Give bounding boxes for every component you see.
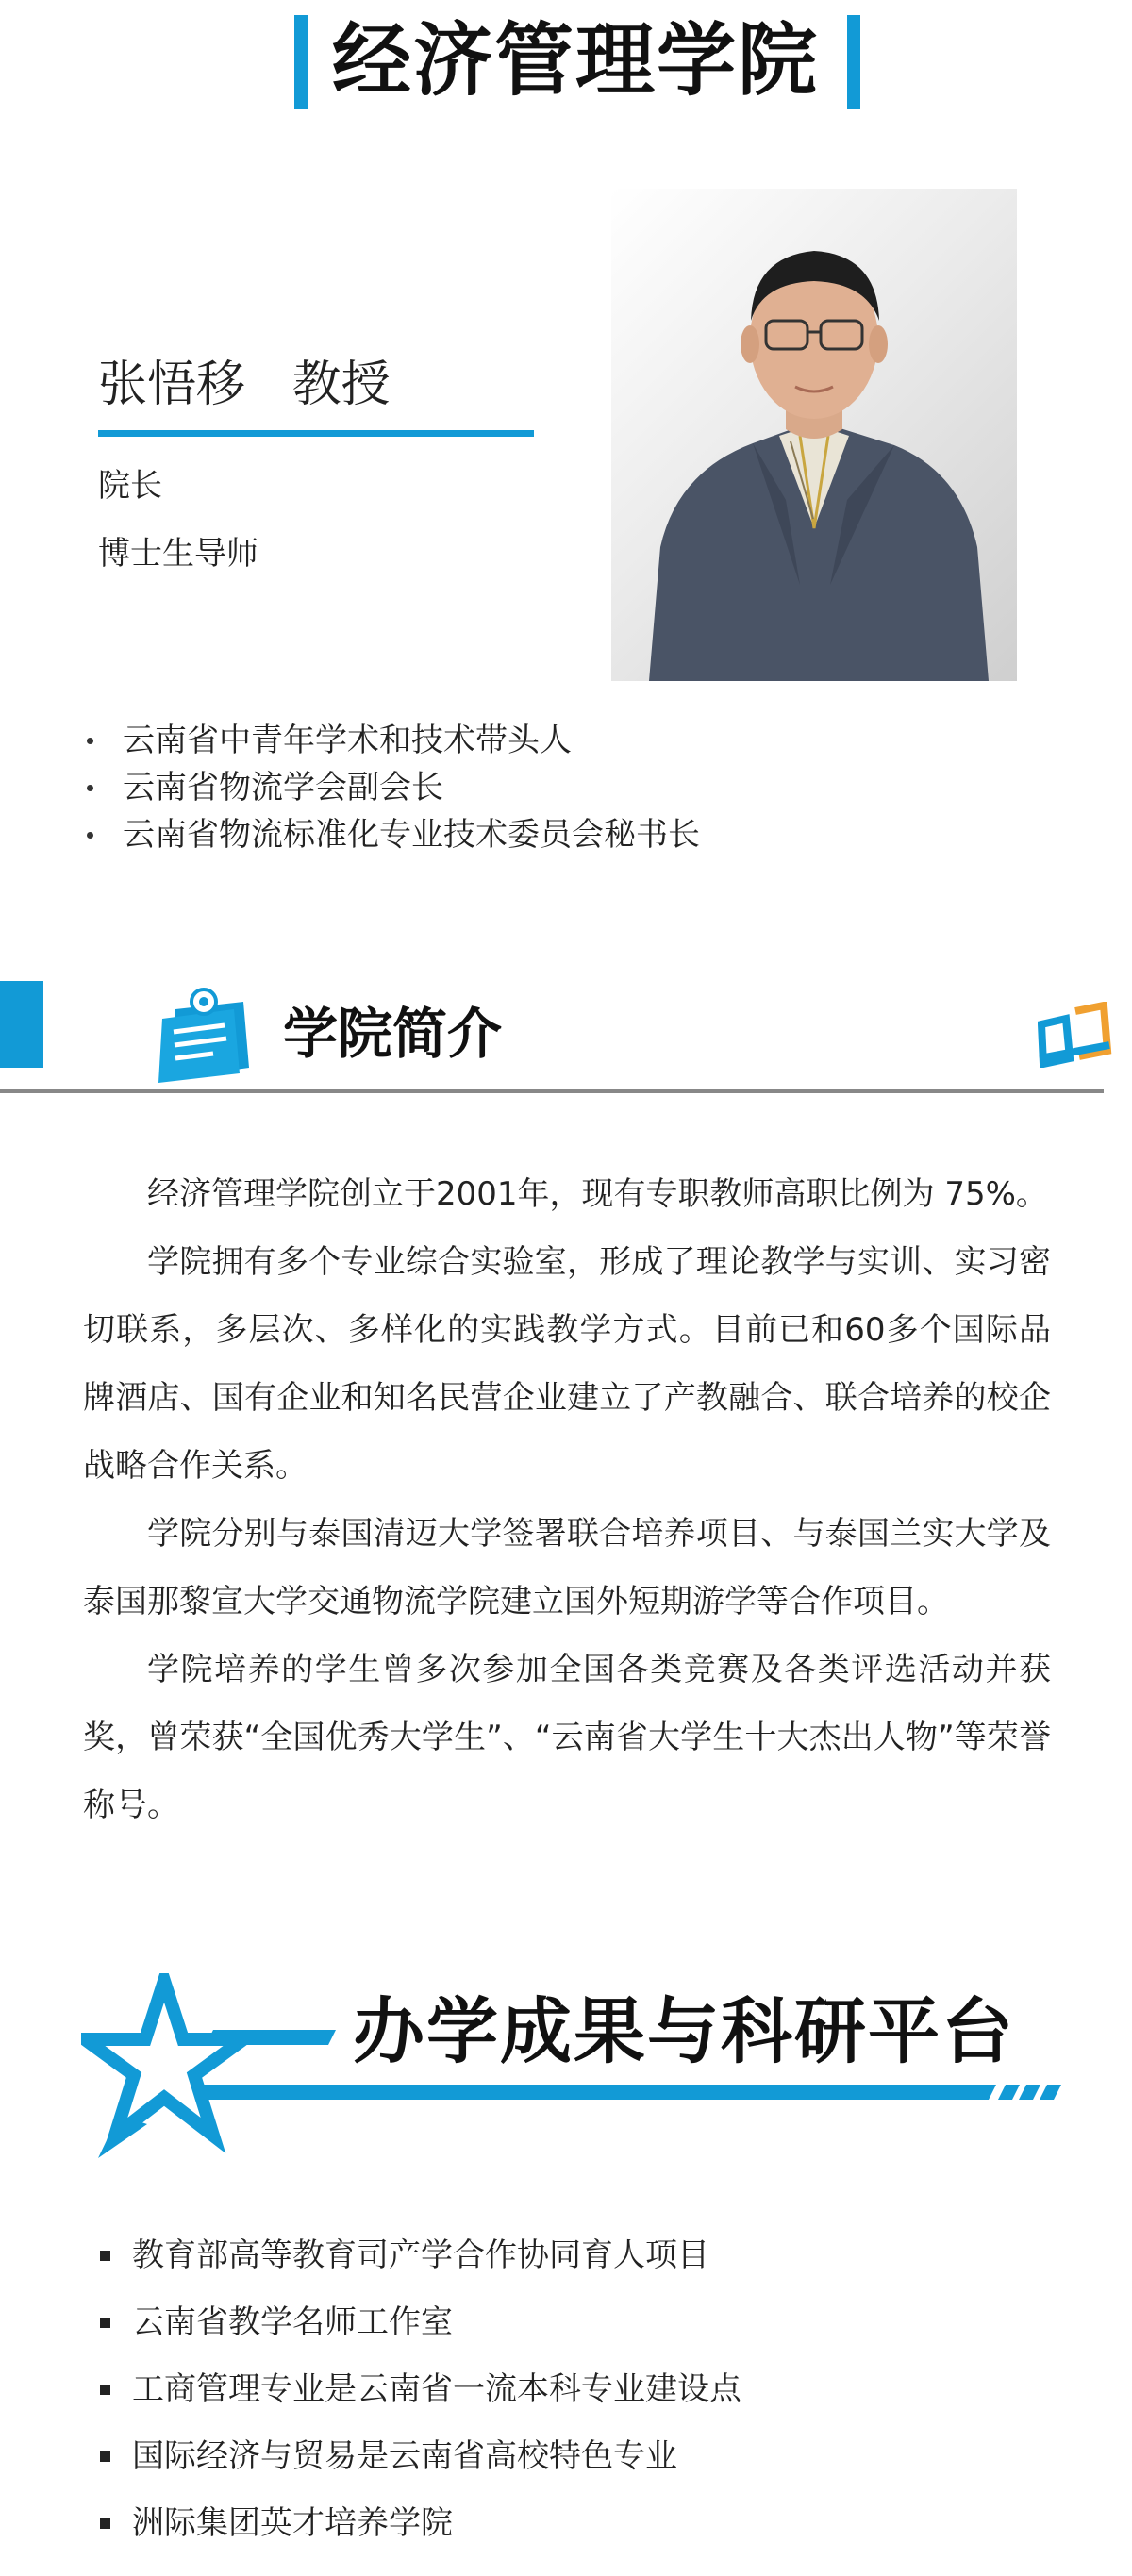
portrait-photo [611,189,1017,681]
square-bullet-icon [100,2318,110,2328]
page-title: 经济管理学院 [331,14,819,107]
title-accent-bar-right [847,15,860,109]
list-item [98,2222,1041,2289]
achievement-text: 云南省教学名师工作室 [132,2303,453,2341]
intro-paragraph: 学院培养的学生曾多次参加全国各类竞赛及各类评选活动并获奖，曾荣获“全国优秀大学生”、“云南省大学生十大杰出人物”等荣誉称号。 [83,1651,1051,1824]
honor-text: 云南省中青年学术和技术带头人 [123,722,572,759]
honor-list [83,717,932,858]
list-item [98,2490,1041,2557]
notepad-icon [158,981,253,1085]
list-item [83,811,932,858]
achievement-text: 洲际集团英才培养学院 [132,2504,453,2542]
intro-paragraph: 经济管理学院创立于2001年，现有专职教师高职比例为 75%。 [147,1175,1048,1213]
bullet-icon [87,738,93,744]
intro-paragraph: 学院分别与泰国清迈大学签署联合培养项目、与泰国兰实大学及泰国那黎宣大学交通物流学院建立国外短期游学等合作项目。 [83,1515,1051,1620]
page-header [0,0,1132,113]
square-bullet-icon [100,2385,110,2395]
square-bullet-icon [100,2451,110,2462]
college-logo-icon [1038,1002,1113,1068]
role-dean: 院长 [98,467,162,505]
square-bullet-icon [100,2251,110,2261]
intro-section-title: 学院简介 [283,1002,503,1066]
achievement-list [98,2222,1041,2557]
name-underline [98,430,534,437]
list-item [98,2289,1041,2356]
intro-paragraph: 学院拥有多个专业综合实验室，形成了理论教学与实训、实习密切联系，多层次、多样化的实践教学方式。目前已和60多个国际品牌酒店、国有企业和知名民营企业建立了产教融合、联合培养的校企战略合作关系。 [83,1243,1051,1485]
honor-text: 云南省物流标准化专业技术委员会秘书长 [123,816,700,854]
list-item [98,2356,1041,2423]
honor-text: 云南省物流学会副会长 [123,769,443,806]
list-item [83,717,932,764]
achievement-text: 工商管理专业是云南省一流本科专业建设点 [132,2370,741,2408]
square-bullet-icon [100,2518,110,2529]
bullet-icon [87,832,93,839]
section-divider [0,1089,1104,1093]
achievements-section-title: 办学成果与科研平台 [353,1989,1015,2073]
list-item [83,764,932,811]
list-item [98,2423,1041,2490]
achievement-text: 国际经济与贸易是云南省高校特色专业 [132,2437,677,2475]
bullet-icon [87,785,93,791]
role-phd-supervisor: 博士生导师 [98,535,258,573]
person-name: 张悟移 教授 [98,357,391,413]
intro-body [83,1160,1051,1839]
section-accent-block [0,981,43,1068]
achievement-text: 教育部高等教育司产学合作协同育人项目 [132,2236,709,2274]
title-accent-bar-left [294,15,308,109]
